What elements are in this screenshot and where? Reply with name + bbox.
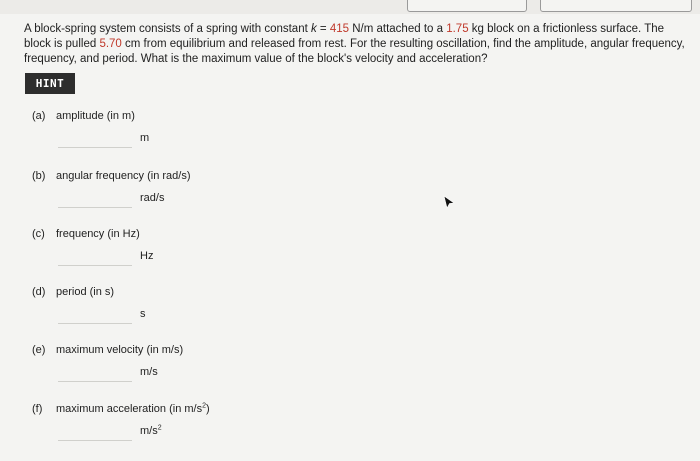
frequency-unit: Hz xyxy=(140,250,154,262)
top-button-right[interactable] xyxy=(540,0,692,12)
part-e xyxy=(32,343,432,385)
max-acceleration-unit: $m/s^2$ xyxy=(140,424,162,437)
hint-button[interactable]: HINT xyxy=(25,73,75,94)
top-button-left[interactable] xyxy=(407,0,527,12)
displacement-value: 5.70 xyxy=(99,38,122,50)
frequency-input[interactable] xyxy=(58,247,132,266)
max-acceleration-input[interactable] xyxy=(58,422,132,441)
part-b-label: (b) angular frequency (in rad/s) xyxy=(32,170,191,182)
part-d xyxy=(32,285,432,327)
angular-frequency-unit: rad/s xyxy=(140,192,165,204)
part-b xyxy=(32,169,432,211)
part-a-label: (a) amplitude (in m) xyxy=(32,110,135,122)
part-f xyxy=(32,402,432,444)
spring-constant-value: 415 xyxy=(329,23,350,35)
mouse-cursor-icon xyxy=(443,195,455,209)
amplitude-input[interactable] xyxy=(58,129,132,148)
mass-value: 1.75 xyxy=(446,23,469,35)
part-d-label: (d) period (in s) xyxy=(32,286,115,298)
question-text: A block-spring system consists of a spring with constant k = 415 N/m attached to a 1.75 kg block on a frictionless surface. The block is pulled 5.70 cm from equilibrium and released from rest. For the resulting oscillation, find the amplitude, angular frequency, frequency, and period. What is the maximum value of the block's velocity and acceleration? xyxy=(24,23,685,65)
period-unit: s xyxy=(140,308,146,320)
part-c xyxy=(32,227,432,269)
angular-frequency-input[interactable] xyxy=(58,189,132,208)
max-velocity-input[interactable] xyxy=(58,363,132,382)
period-input[interactable] xyxy=(58,305,132,324)
part-a xyxy=(32,109,432,151)
max-velocity-unit: m/s xyxy=(140,366,158,378)
part-c-label: (c) frequency (in Hz) xyxy=(32,228,140,240)
part-e-label: (e) maximum velocity (in m/s) xyxy=(32,344,184,356)
amplitude-unit: m xyxy=(140,132,150,144)
part-f-label: (f) maximum acceleration (in $m/s^2$) xyxy=(32,402,210,415)
